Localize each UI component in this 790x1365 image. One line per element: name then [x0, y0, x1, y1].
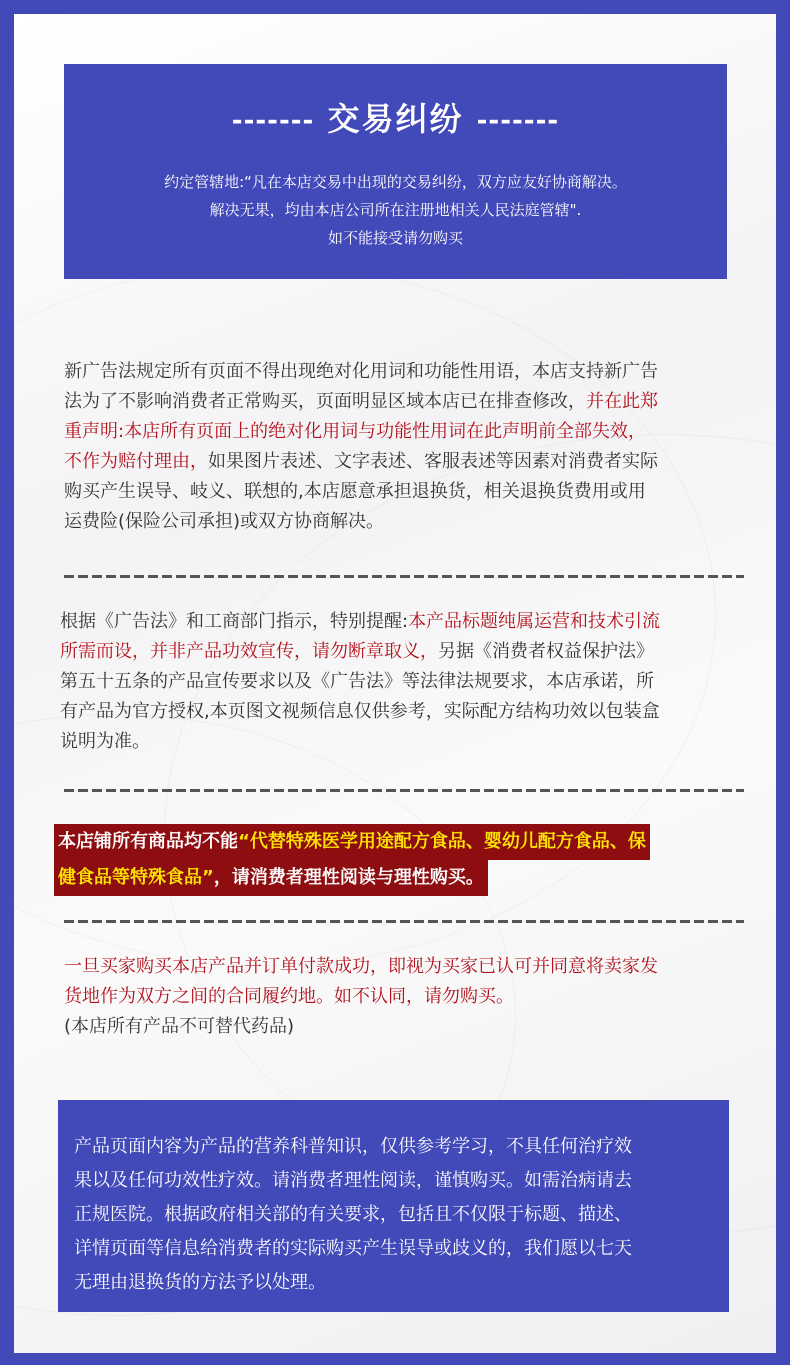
footer-line: 详情页面等信息给消费者的实际购买产生误导或歧义的，我们愿以七天 — [74, 1238, 632, 1259]
paragraph-line: 新广告法规定所有页面不得出现绝对化用词和功能性用语，本店支持新广告 — [64, 361, 658, 382]
title-dash-right: ------- — [476, 106, 560, 136]
footer-line: 产品页面内容为产品的营养科普知识，仅供参考学习，不具任何治疗效 — [74, 1136, 632, 1157]
dashed-divider — [64, 789, 744, 792]
special-food-warning — [54, 824, 744, 896]
header-title: 交易纠纷 — [327, 100, 464, 138]
red-emphasis-line: 货地作为双方之间的合同履约地。如不认同，请勿购买。 — [64, 986, 514, 1007]
paragraph-line: 购买产生误导、岐义、联想的,本店愿意承担退换货，相关退换货费用或用 — [64, 481, 646, 502]
header-text — [64, 168, 727, 252]
paragraph-line: 运费险(保险公司承担)或双方协商解决。 — [64, 511, 385, 532]
paragraph-line: 法为了不影响消费者正常购买，页面明显区域本店已在排查修改，并在此郑 — [64, 391, 658, 412]
header-line: 约定管辖地:“凡在本店交易中出现的交易纠纷，双方应友好协商解决。 — [164, 173, 627, 191]
paragraph-line: 第五十五条的产品宣传要求以及《广告法》等法律法规要求，本店承诺，所 — [60, 671, 654, 692]
ad-law-paragraph — [64, 357, 754, 537]
header-title-row — [64, 94, 727, 140]
paragraph-line: 有产品为官方授权,本页图文视频信息仅供参考，实际配方结构功效以包装盒 — [60, 701, 660, 722]
footer-line: 正规医院。根据政府相关部的有关要求，包括且不仅限于标题、描述、 — [74, 1204, 632, 1225]
ad-notice-paragraph — [60, 607, 760, 757]
red-emphasis: 本产品标题纯属运营和技术引流 — [408, 611, 661, 632]
red-emphasis: 所需而设，并非产品功效宣传，请勿断章取义， — [60, 641, 438, 662]
red-emphasis-line: 一旦买家购买本店产品并订单付款成功，即视为买家已认可并同意将卖家发 — [64, 956, 658, 977]
paragraph-line: 说明为准。 — [60, 731, 150, 752]
highlight-line: 健食品等特殊食品”，请消费者理性阅读与理性购买。 — [54, 860, 488, 896]
footer-line: 无理由退换货的方法予以处理。 — [74, 1272, 326, 1293]
paragraph-line: 所需而设，并非产品功效宣传，请勿断章取义，另据《消费者权益保护法》 — [60, 641, 654, 662]
paragraph-line: 根据《广告法》和工商部门指示，特别提醒:本产品标题纯属运营和技术引流 — [60, 611, 661, 632]
header-line: 解决无果，均由本店公司所在注册地相关人民法庭管辖". — [209, 201, 582, 219]
disclaimer-footer-box — [58, 1100, 729, 1312]
red-emphasis-line: 重声明:本店所有页面上的绝对化用词与功能性用词在此声明前全部失效， — [64, 421, 647, 442]
dispute-header-box — [64, 64, 727, 279]
dashed-divider — [64, 575, 744, 578]
red-emphasis: 不作为赔付理由， — [64, 451, 208, 472]
page-background — [14, 14, 776, 1353]
paragraph-line: (本店所有产品不可替代药品) — [64, 1016, 295, 1037]
dashed-divider — [64, 920, 744, 923]
paragraph-line: 不作为赔付理由，如果图片表述、文字表述、客服表述等因素对消费者实际 — [64, 451, 658, 472]
footer-line: 果以及任何功效性疗效。请消费者理性阅读，谨慎购买。如需治病请去 — [74, 1170, 632, 1191]
contract-paragraph — [64, 952, 754, 1042]
red-emphasis: 并在此郑 — [586, 391, 658, 412]
header-line: 如不能接受请勿购买 — [327, 229, 463, 247]
title-dash-left: ------- — [231, 106, 315, 136]
highlight-line: 本店铺所有商品均不能“代替特殊医学用途配方食品、婴幼儿配方食品、保 — [54, 824, 650, 860]
